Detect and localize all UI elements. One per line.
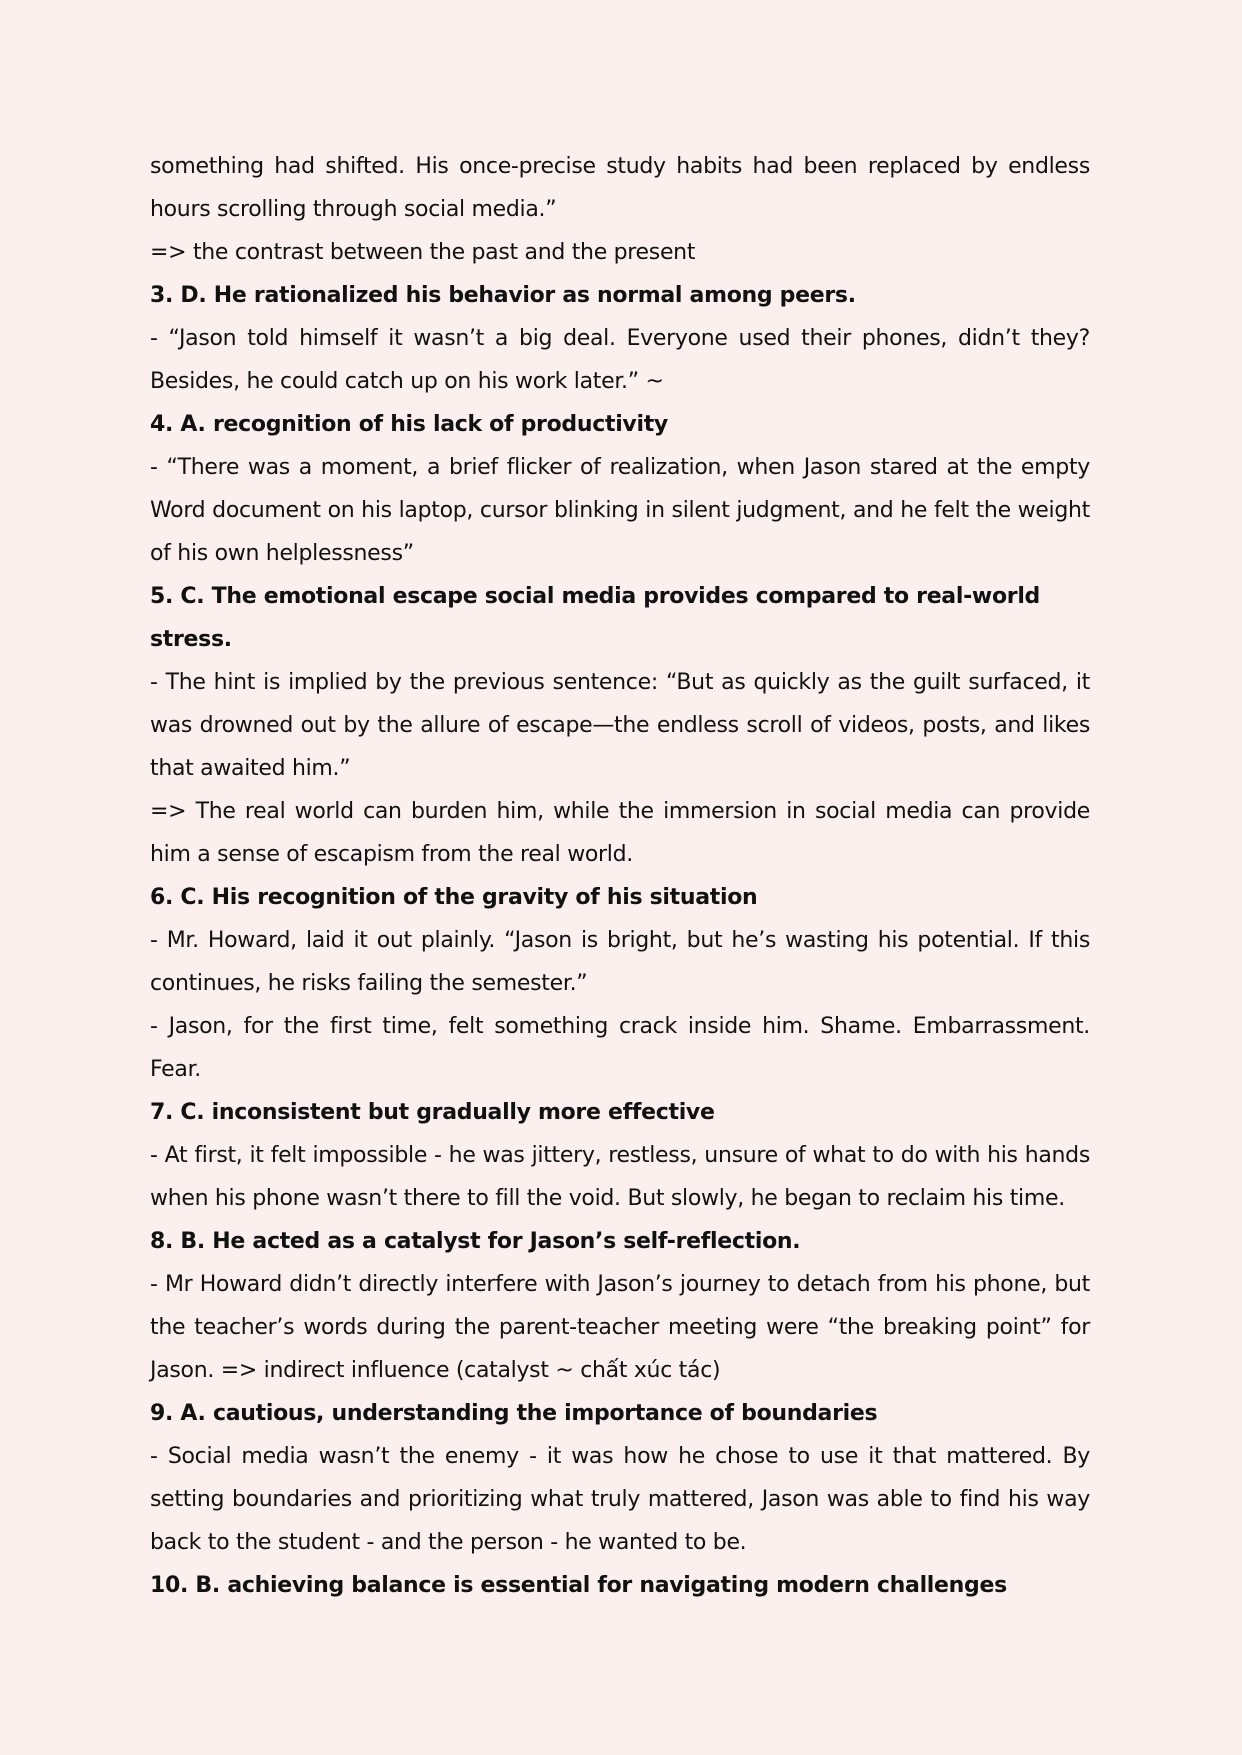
body-paragraph: - Jason, for the first time, felt something crack inside him. Shame. Embarrassment. Fear. <box>150 1014 1090 1082</box>
body-paragraph: - “Jason told himself it wasn’t a big deal. Everyone used their phones, didn’t they? Besides, he could catch up on his work later.” ~ <box>150 326 1090 394</box>
answer-heading: 7. C. inconsistent but gradually more effective <box>150 1100 715 1125</box>
answer-heading: 8. B. He acted as a catalyst for Jason’s self-reflection. <box>150 1229 801 1254</box>
body-paragraph: - Mr Howard didn’t directly interfere with Jason’s journey to detach from his phone, but the teacher’s words during the parent-teacher meeting were “the breaking point” for Jason. => indirect influence (catalyst ~ chất xúc tác) <box>150 1272 1090 1383</box>
body-paragraph: => the contrast between the past and the present <box>150 240 696 265</box>
answer-heading: 9. A. cautious, understanding the importance of boundaries <box>150 1401 878 1426</box>
answer-heading: 10. B. achieving balance is essential for navigating modern challenges <box>150 1573 1007 1598</box>
document-page <box>150 145 1090 1607</box>
answer-heading: 3. D. He rationalized his behavior as normal among peers. <box>150 283 856 308</box>
answer-heading: 4. A. recognition of his lack of productivity <box>150 412 668 437</box>
body-paragraph: something had shifted. His once-precise study habits had been replaced by endless hours scrolling through social media.” <box>150 154 1090 222</box>
body-paragraph: => The real world can burden him, while the immersion in social media can provide him a sense of escapism from the real world. <box>150 799 1090 867</box>
answer-heading: 6. C. His recognition of the gravity of his situation <box>150 885 758 910</box>
body-paragraph: - At first, it felt impossible - he was jittery, restless, unsure of what to do with his hands when his phone wasn’t there to fill the void. But slowly, he began to reclaim his time. <box>150 1143 1090 1211</box>
body-paragraph: - “There was a moment, a brief flicker of realization, when Jason stared at the empty Word document on his laptop, cursor blinking in silent judgment, and he felt the weight of his own helplessness” <box>150 455 1090 566</box>
body-paragraph: - The hint is implied by the previous sentence: “But as quickly as the guilt surfaced, it was drowned out by the allure of escape—the endless scroll of videos, posts, and likes that awaited him.” <box>150 670 1090 781</box>
body-paragraph: - Social media wasn’t the enemy - it was how he chose to use it that mattered. By setting boundaries and prioritizing what truly mattered, Jason was able to find his way back to the student - and the person - he wanted to be. <box>150 1444 1090 1555</box>
answer-heading: 5. C. The emotional escape social media provides compared to real-world stress. <box>150 584 1041 652</box>
body-paragraph: - Mr. Howard, laid it out plainly. “Jason is bright, but he’s wasting his potential. If this continues, he risks failing the semester.” <box>150 928 1090 996</box>
